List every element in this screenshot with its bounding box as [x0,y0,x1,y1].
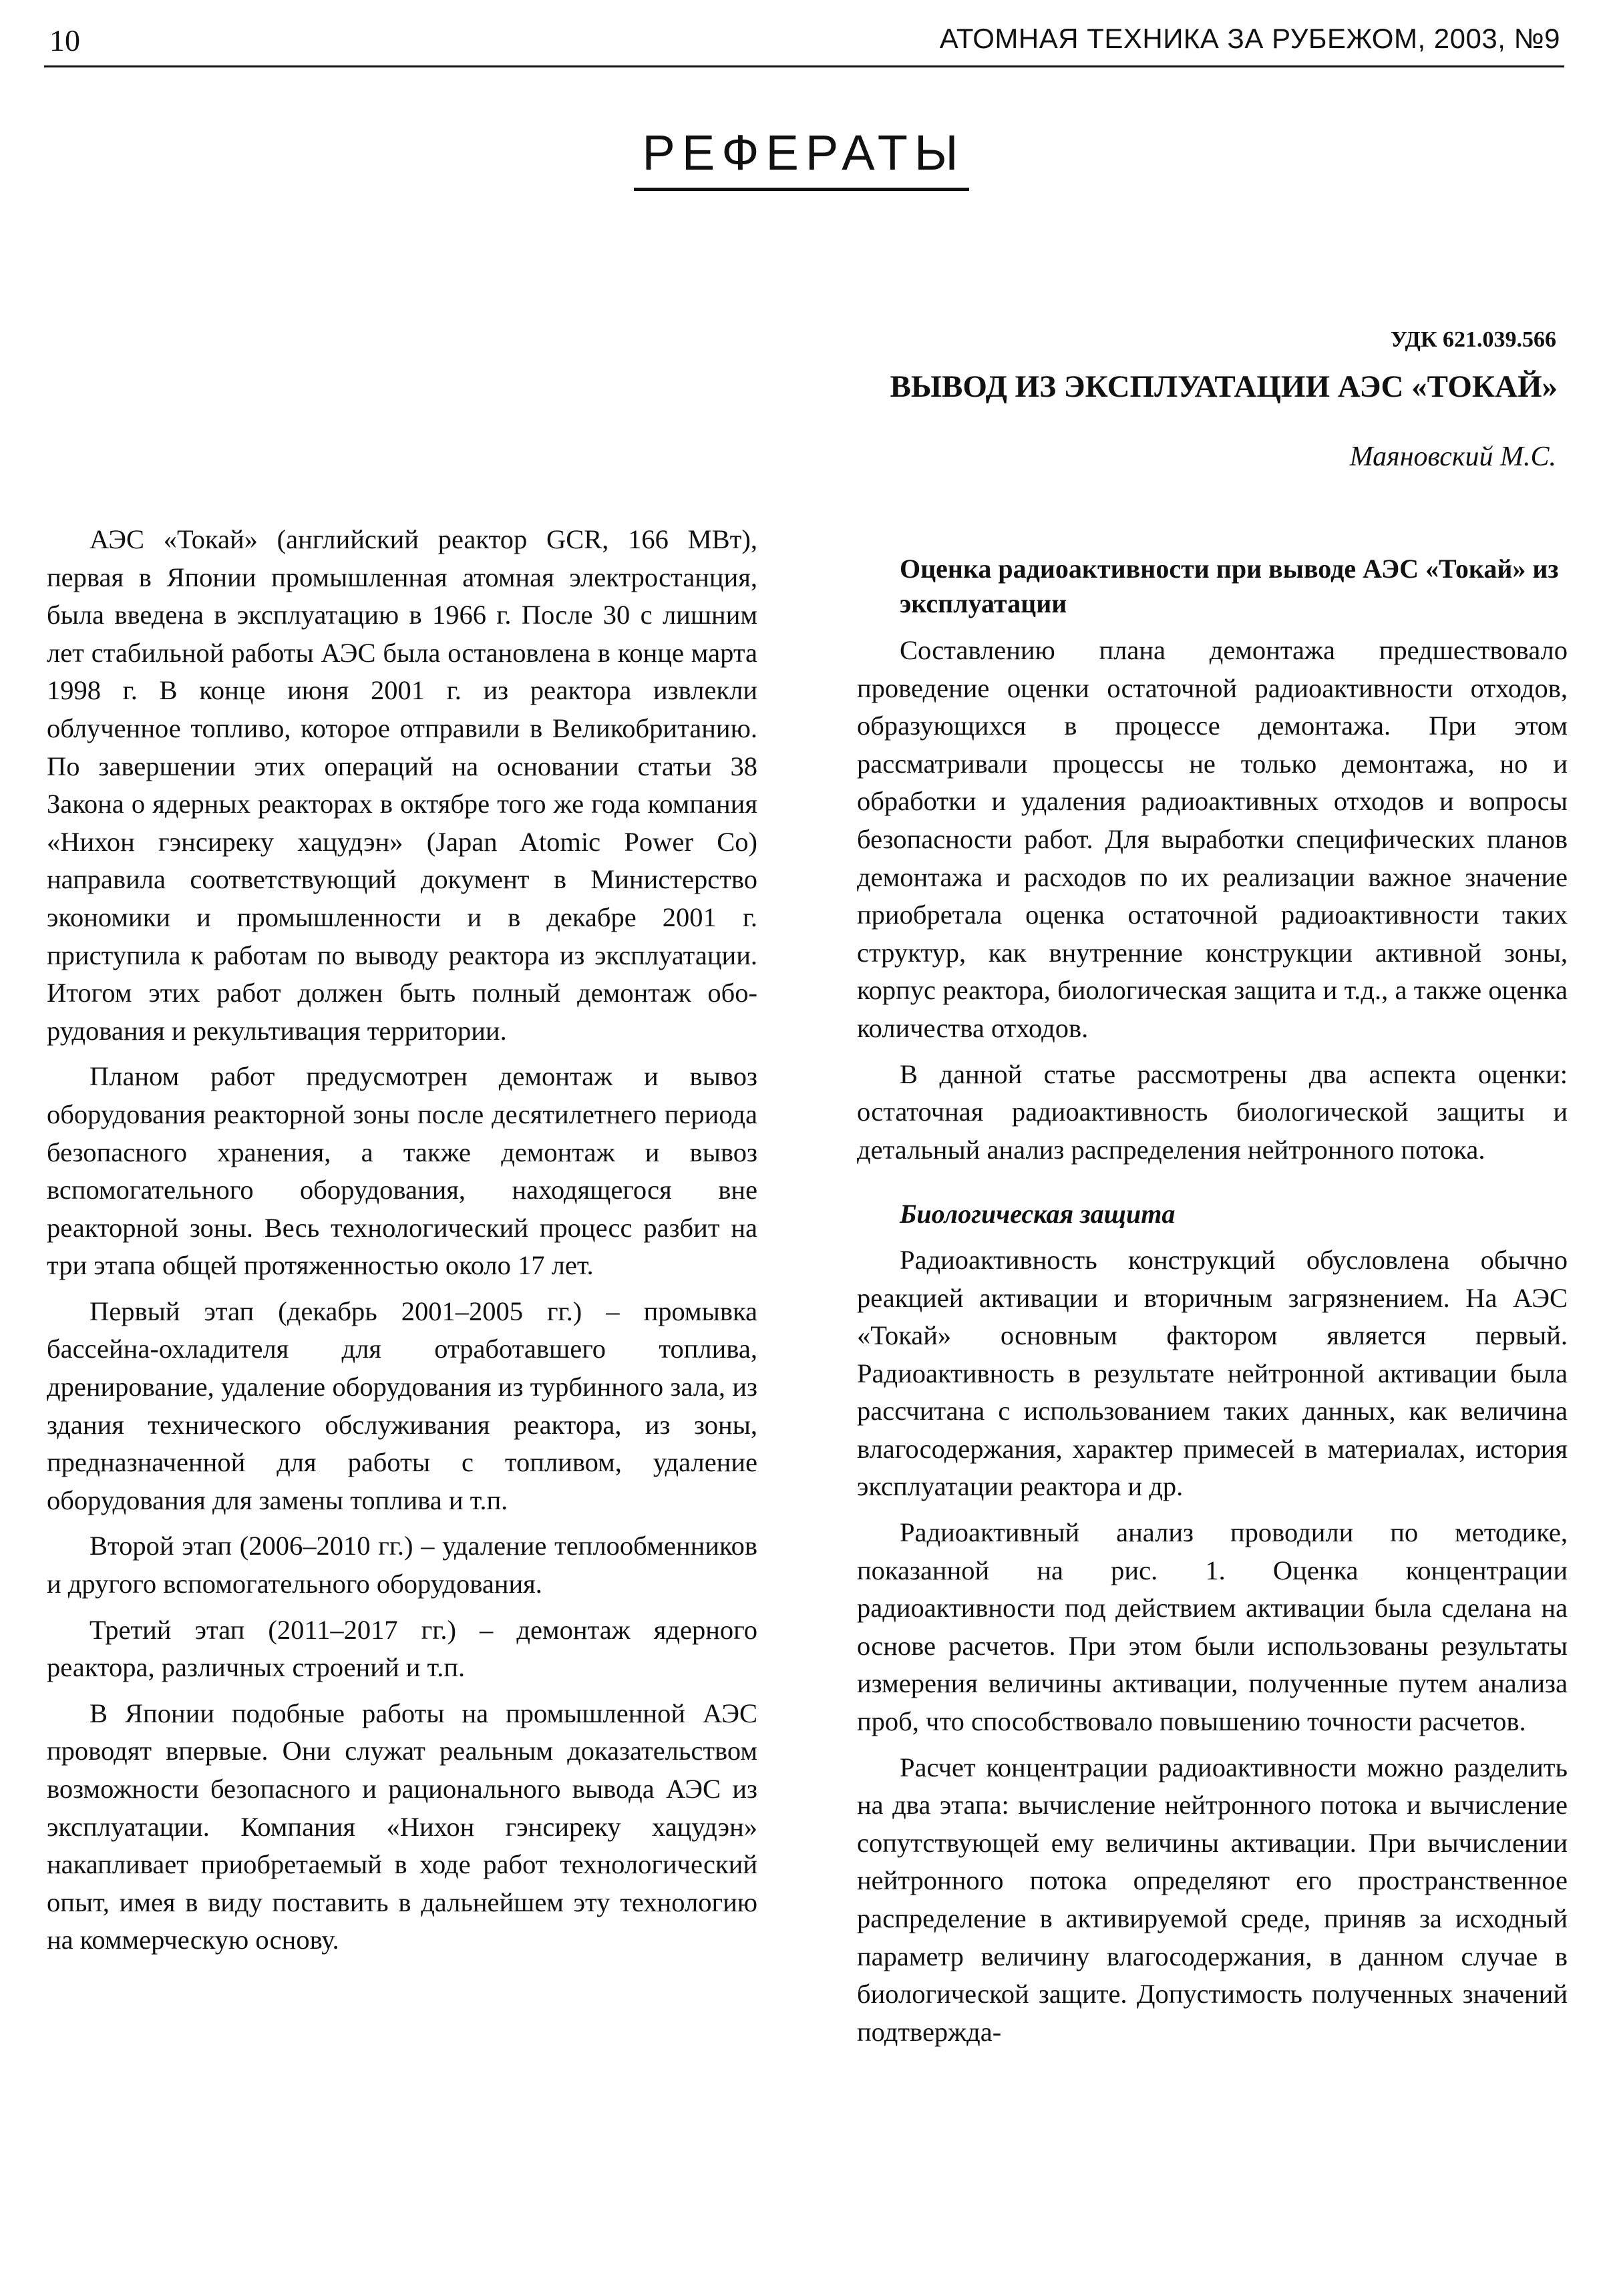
paragraph: Радиоактивный анализ проводили по методике, показанной на рис. 1. Оценка концентрации радиоактивности под действием активации была сделана на основе расчетов. При этом были использованы результаты измерения величины активации, полученные путем анализа проб, что способствовало повышению точности расчетов. [857,1517,1568,1737]
paragraph: В данной статье рассмотрены два аспекта оценки: остаточная радиоактивность биологической защиты и детальный анализ распределения нейтронного потока. [857,1059,1568,1165]
paragraph: Третий этап (2011–2017 гг.) – демонтаж ядерного реактора, различных строений и т.п. [47,1614,757,1683]
paragraph: АЭС «Токай» (английский реактор GCR, 166 МВт), первая в Японии промышленная атомная электростанция, была введена в эксплуатацию в 1966 г. После 30 с лишним лет стабильной работы АЭС была остановлена в конце марта 1998 г. В конце июня 2001 г. из реактора извлекли облученное топливо, которое отправили в Великобританию. По завершении этих операций на основании статьи 38 Закона о ядерных реакторах в октябре того же года компания «Нихон гэнсиреку хацудэн» (Japan Atomic Power Co) направила соответствующий документ в Министерство экономики и промышленности и в декабре 2001 г. приступила к работам по выводу реактора из эксплуатации. Итогом этих работ должен быть полный демонтаж оборудования и рекультивация территории. [47,524,757,1046]
udc-code: УДК 621.039.566 [1390,327,1556,352]
paragraph: В Японии подобные работы на промышленной АЭС проводят впервые. Они служат реальным доказательством возможности безопасного и рационального вывода АЭС из эксплуатации. Компания «Нихон гэнсиреку хацудэн» накапливает приобретаемый в ходе работ технологический опыт, имея в виду поставить в дальнейшем эту технологию на коммерческую основу. [47,1698,757,1955]
left-column [47,521,757,1967]
paragraph: Второй этап (2006–2010 гг.) – удаление теплообменников и другого вспомогательного оборудования. [47,1531,757,1599]
journal-title: АТОМНАЯ ТЕХНИКА ЗА РУБЕЖОМ, 2003, №9 [939,23,1560,54]
article-title: ВЫВОД ИЗ ЭКСПЛУАТАЦИИ АЭС «ТОКАЙ» [890,369,1558,404]
subheading-radioactivity-assessment: Оценка радиоактивности при выводе АЭС «Токай» из эксплуатации [900,554,1559,618]
paragraph: Планом работ предусмотрен демонтаж и вывоз оборудования реакторной зоны после десятилетнего периода безопасного хранения, а также демонтаж и вывоз вспомогательного оборудования, находящегося вне реакторной зоны. Весь технологический процесс разбит на три этапа общей протяженностью около 17 лет. [47,1061,757,1281]
section-heading-text: РЕФЕРАТЫ [634,124,968,191]
paragraph: Составлению плана демонтажа предшествовало проведение оценки остаточной радиоактивности отходов, образующихся в процессе демонтажа. При этом рассматривали процессы не только демонтажа, но и обработки и удаления радиоактивных отходов и вопросы безопасности работ. Для выработки специфических планов демонтажа и расходов по их реализации важное значение приобретала оценка остаточной радиоактивности таких структур, как внутренние конструкции активной зоны, корпус реактора, биологическая защита и т.д., а также оценка количества отходов. [857,635,1568,1043]
paragraph: Расчет концентрации радиоактивности можно разделить на два этапа: вычисление нейтронного потока и вычисление сопутствующей ему величины активации. При вычислении нейтронного потока определяют его пространственное распределение в активируемой среде, приняв за исходный параметр величину влагосодержания, в данном случае в биологической защите. Допустимость полученных значений подтвержда- [857,1752,1568,2047]
running-header [44,19,1564,67]
article-author: Маяновский М.С. [1349,441,1556,472]
paragraph: Первый этап (декабрь 2001–2005 гг.) – промывка бассейна-охладителя для отработавшего топлива, дренирование, удаление оборудования из турбинного зала, из здания технического обслуживания реактора, из зоны, предназначенной для работы с топливом, удаление оборудования для замены топлива и т.п. [47,1296,757,1515]
paragraph: Радиоактивность конструкций обусловлена обычно реакцией активации и вторичным загрязнением. На АЭС «Токай» основным фактором является первый. Радиоактивность в результате нейтронной активации была рассчитана с использованием таких данных, как величина влагосодержания, характер примесей в материалах, история эксплуатации реактора и др. [857,1244,1568,1502]
right-column [857,552,1568,2059]
section-heading [0,124,1603,191]
subheading-biological-shield: Биологическая защита [900,1199,1176,1229]
page-number: 10 [49,23,80,57]
